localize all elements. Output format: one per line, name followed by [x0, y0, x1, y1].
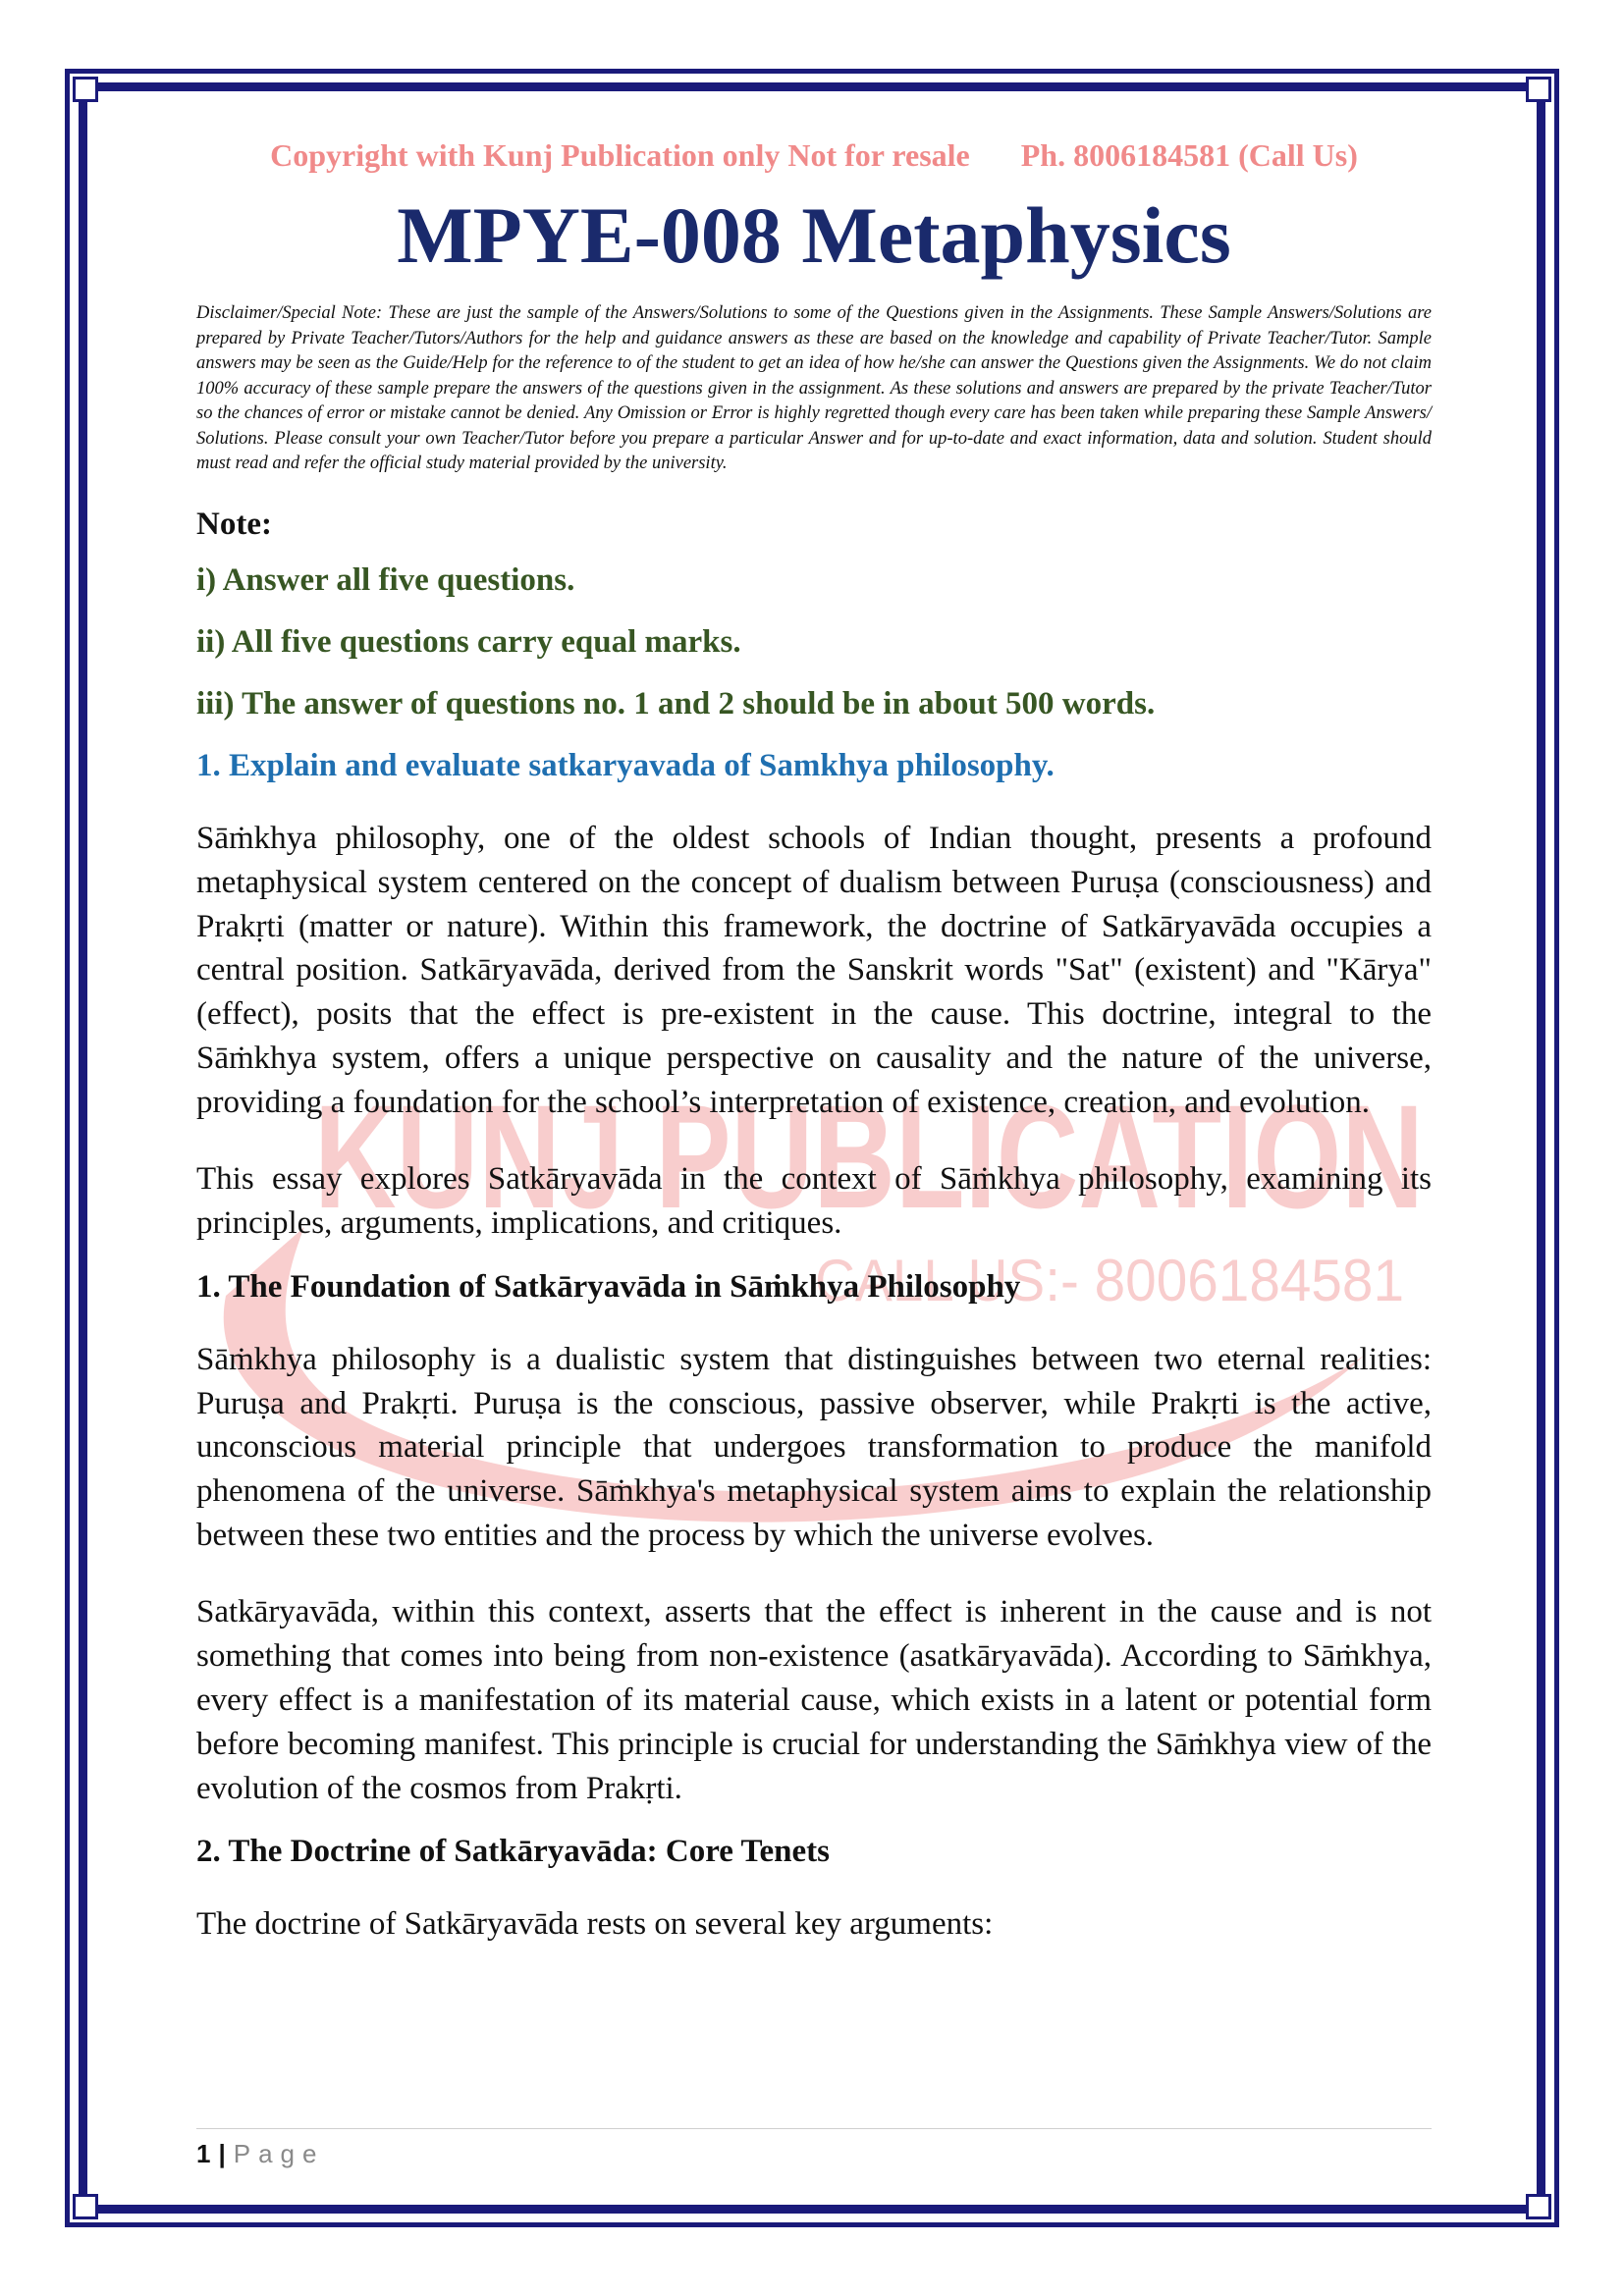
note-item: iii) The answer of questions no. 1 and 2 should be in about 500 words.: [196, 685, 1156, 721]
page-content: [196, 137, 1432, 1970]
note-heading: Note:: [196, 506, 272, 542]
watermark-phone: CALL US:- 8006184581: [815, 1248, 1404, 1313]
section-heading: 2. The Doctrine of Satkāryavāda: Core Tenets: [196, 1834, 831, 1870]
note-item: i) Answer all five questions.: [196, 561, 575, 598]
section-paragraph: The doctrine of Satkāryavāda rests on several key arguments:: [196, 1906, 994, 1943]
question-heading: 1. Explain and evaluate satkaryavada of Samkhya philosophy.: [196, 747, 1055, 783]
page-title: MPYE-008 Metaphysics: [397, 190, 1231, 280]
page-number: 1: [196, 2139, 211, 2168]
intro-paragraph: This essay explores Satkāryavāda in the context of Sāṁkhya philosophy, examining its principles, arguments, implications, and critiques.: [196, 1160, 1432, 1241]
phone-text: Ph. 8006184581 (Call Us): [1020, 137, 1358, 173]
page-label: Page: [233, 2139, 325, 2168]
section-paragraph: Sāṁkhya philosophy is a dualistic system that distinguishes between two eternal realities: Puruṣa and Prakṛti. Puruṣa is the conscious, passive observer, while Prakṛti is the active, unconscious material principle that undergoes transformation to produce the manifold phenomena of the universe. Sāṁkhya's metaphysical system aims to explain the relationship between these two entities and the process by which the universe evolves.: [196, 1341, 1432, 1554]
section-heading: 1. The Foundation of Satkāryavāda in Sāṁkhya Philosophy: [196, 1268, 1021, 1305]
disclaimer: Disclaimer/Special Note: These are just the sample of the Answers/Solutions to some of the Questions given in the Assignments. These Sample Answers/Solutions are prepared by Private Teacher/Tutors/Authors for the help and guidance answers as these are based on the knowledge and capability of Private Teacher/Tutor. Sample answers may be seen as the Guide/Help for the reference to of the student to get an idea of how he/she can answer the Questions given the Assignments. We do not claim 100% accuracy of these sample prepare the answers of the questions given in the assignment. As these solutions and answers are prepared by the private Teacher/Tutor so the chances of error or mistake cannot be denied. Any Omission or Error is highly regretted though every care has been taken while preparing these Sample Answers/ Solutions. Please consult your own Teacher/Tutor before you prepare a particular Answer and for up-to-date and exact information, data and solution. Student should must read and refer the official study material provided by the university.: [196, 303, 1432, 474]
page-footer: [196, 2128, 1432, 2169]
border-corner-top-right: [1526, 77, 1551, 102]
border-corner-top-left: [73, 77, 98, 102]
watermark-brand: KUNJ PUBLICATION: [314, 1074, 1424, 1239]
border-corner-bottom-right: [1526, 2194, 1551, 2219]
copyright-header: [196, 137, 1432, 174]
copyright-text: Copyright with Kunj Publication only Not for resale: [270, 137, 970, 173]
border-corner-bottom-left: [73, 2194, 98, 2219]
section-paragraph: Satkāryavāda, within this context, asserts that the effect is inherent in the cause and is not something that comes into being from non-existence (asatkāryavāda). According to Sāṁkhya, every effect is a manifestation of its material cause, which exists in a latent or potential form before becoming manifest. This principle is crucial for understanding the Sāṁkhya view of the evolution of the cosmos from Prakṛti.: [196, 1594, 1432, 1806]
note-item: ii) All five questions carry equal marks.: [196, 623, 741, 660]
intro-paragraph: Sāṁkhya philosophy, one of the oldest schools of Indian thought, presents a profound metaphysical system centered on the concept of dualism between Puruṣa (consciousness) and Prakṛti (matter or nature). Within this framework, the doctrine of Satkāryavāda occupies a central position. Satkāryavāda, derived from the Sanskrit words "Sat" (existent) and "Kārya" (effect), posits that the effect is pre-existent in the cause. This doctrine, integral to the Sāṁkhya system, offers a unique perspective on causality and the nature of the universe, providing a foundation for the school’s interpretation of existence, creation, and evolution.: [196, 820, 1432, 1121]
page-separator: |: [218, 2139, 226, 2168]
